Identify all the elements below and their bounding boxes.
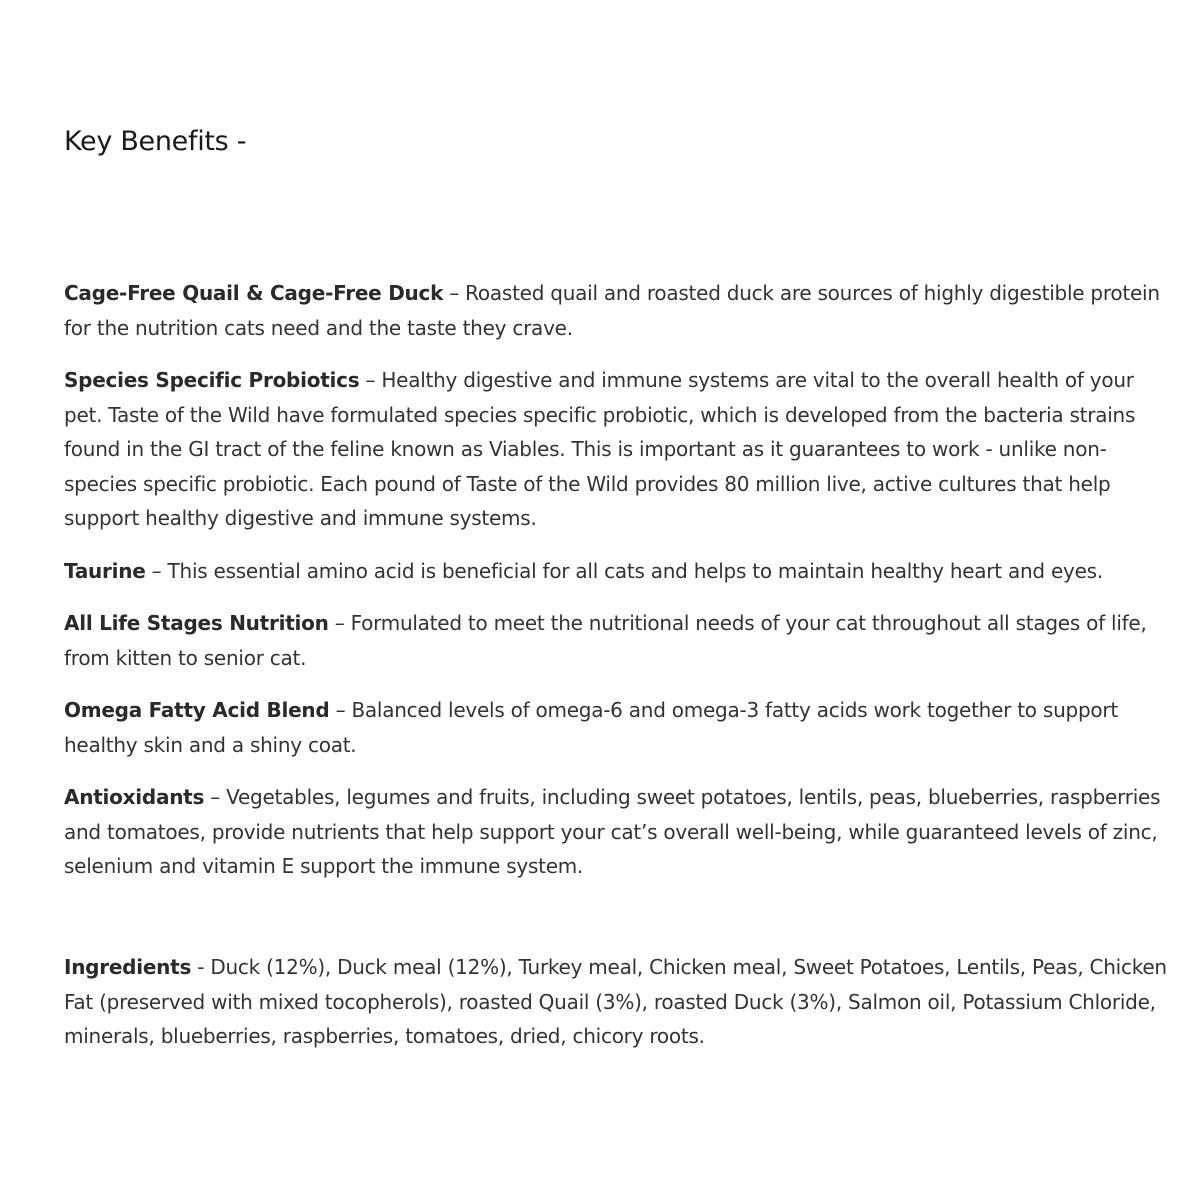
benefit-cage-free-quail-duck [64, 276, 1168, 345]
benefit-text: Balanced levels of omega-6 and omega-3 fatty acids work together to support healthy skin and a shiny coat. [64, 698, 1118, 757]
benefits-list [64, 276, 1168, 902]
benefit-term: Antioxidants [64, 785, 205, 809]
ingredients-section [64, 950, 1168, 1072]
benefit-text: Formulated to meet the nutritional needs of your cat throughout all stages of life, from kitten to senior cat. [64, 611, 1147, 670]
page-title: Key Benefits - [64, 126, 247, 157]
ingredients-separator: - [191, 955, 211, 979]
benefit-separator: – [329, 698, 352, 722]
ingredients-paragraph [64, 950, 1168, 1054]
benefit-term: Species Specific Probiotics [64, 368, 360, 392]
benefit-species-specific-probiotics [64, 363, 1168, 536]
benefit-text: Roasted quail and roasted duck are sources of highly digestible protein for the nutrition cats need and the taste they crave. [64, 281, 1160, 340]
benefit-antioxidants [64, 780, 1168, 884]
benefit-term: Cage-Free Quail & Cage-Free Duck [64, 281, 444, 305]
benefit-taurine [64, 554, 1168, 589]
ingredients-term: Ingredients [64, 955, 192, 979]
benefit-term: Taurine [64, 558, 146, 583]
benefit-omega-fatty-acid [64, 693, 1168, 762]
benefit-separator: – [204, 785, 227, 809]
benefit-separator: – [443, 281, 466, 305]
benefit-separator: – [359, 368, 382, 392]
benefit-all-life-stages [64, 606, 1168, 675]
benefit-text: This essential amino acid is beneficial for all cats and helps to maintain healthy heart and eyes. [167, 558, 1103, 583]
benefit-separator: – [328, 611, 351, 635]
benefit-term: Omega Fatty Acid Blend [64, 698, 330, 722]
benefit-term: All Life Stages Nutrition [64, 611, 329, 635]
ingredients-text: Duck (12%), Duck meal (12%), Turkey meal, Chicken meal, Sweet Potatoes, Lentils, Peas, Chicken Fat (preserved with mixed tocopherols), roasted Quail (3%), roasted Duck (3%), Salmon oil, Potassium Chloride, minerals, blueberries, raspberries, tomatoes, dried, chicory roots. [64, 955, 1167, 1048]
benefit-text: Vegetables, legumes and fruits, including sweet potatoes, lentils, peas, blueberries, raspberries and tomatoes, provide nutrients that help support your cat’s overall well-being, while guaranteed levels of zinc, selenium and vitamin E support the immune system. [64, 785, 1161, 878]
benefit-text: Healthy digestive and immune systems are vital to the overall health of your pet. Taste of the Wild have formulated species specific probiotic, which is developed from the bacteria strains found in the GI tract of the feline known as Viables. This is important as it guarantees to work - unlike non-species specific probiotic. Each pound of Taste of the Wild provides 80 million live, active cultures that help support healthy digestive and immune systems. [64, 368, 1136, 530]
benefit-separator: – [145, 558, 168, 583]
